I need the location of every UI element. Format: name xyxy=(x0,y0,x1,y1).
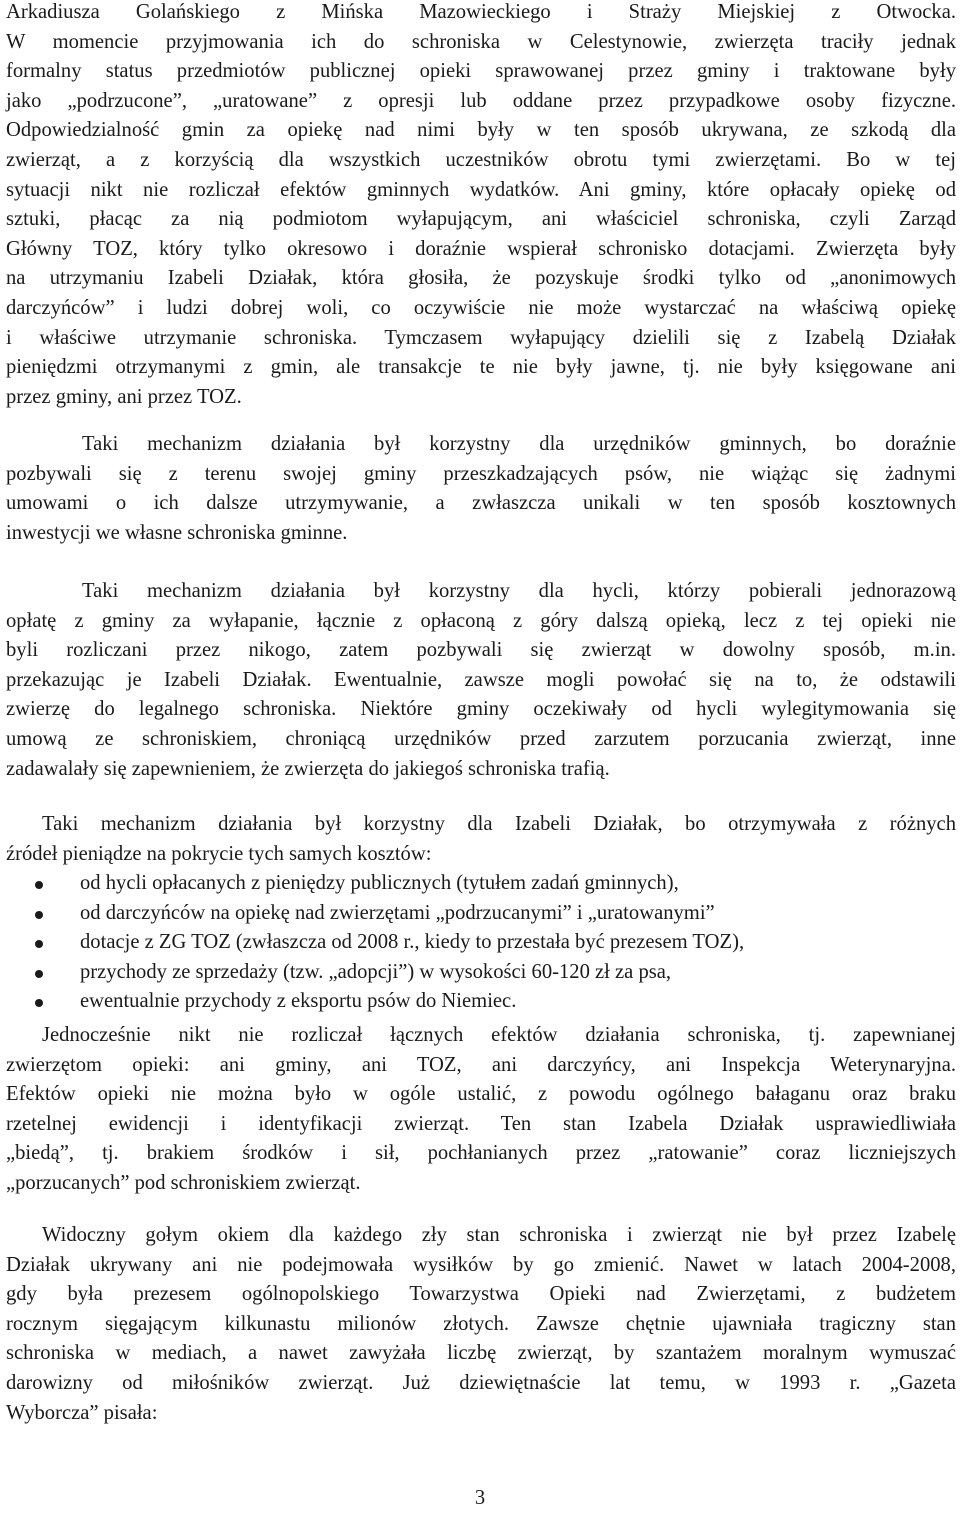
text-line: Działak ukrywany ani nie podejmowała wysiłków by go zmienić. Nawet w latach 2004-2008, xyxy=(6,1253,956,1276)
bullet-icon xyxy=(35,970,43,978)
text-line: „porzucanych” pod schroniskiem zwierząt. xyxy=(6,1171,361,1194)
text-line: przekazując je Izabeli Działak. Ewentualnie, zawsze mogli powołać się na to, że odstawili xyxy=(6,668,956,691)
text-line: Efektów opieki nie można było w ogóle ustalić, z powodu ogólnego bałaganu oraz braku xyxy=(6,1083,956,1106)
bullet-icon xyxy=(35,999,43,1007)
text-line: „biedą”, tj. brakiem środków i sił, pochłanianych przez „ratowanie” coraz liczniejszych xyxy=(6,1142,956,1165)
text-line: umową ze schroniskiem, chroniącą urzędników przed zarzutem porzucania zwierząt, inne xyxy=(6,727,956,750)
text-line: inwestycji we własne schroniska gminne. xyxy=(6,521,348,544)
text-line: na utrzymaniu Izabeli Działak, która głosiła, że pozyskuje środki tylko od „anonimowych xyxy=(6,267,956,290)
paragraph xyxy=(6,1221,956,1428)
bullet-item: dotacje z ZG TOZ (zwłaszcza od 2008 r., kiedy to przestała być prezesem TOZ), xyxy=(6,928,956,958)
text-line: formalny status przedmiotów publicznej opieki sprawowanej przez gminy i traktowane były xyxy=(6,60,956,83)
text-line: pieniędzmi otrzymanymi z gmin, ale transakcje te nie były jawne, tj. nie były księgowane ani xyxy=(6,356,956,379)
page-number: 3 xyxy=(474,1487,486,1509)
text-line: sytuacji nikt nie rozliczał efektów gminnych wydatków. Ani gminy, które opłacały opiekę od xyxy=(6,178,956,201)
text-line: Odpowiedzialność gmin za opiekę nad nimi były w ten sposób ukrywana, ze szkodą dla xyxy=(6,119,956,142)
bullet-item: ewentualnie przychody z eksportu psów do Niemiec. xyxy=(6,987,956,1017)
paragraph xyxy=(6,430,956,548)
text-line: Taki mechanizm działania był korzystny dla urzędników gminnych, bo doraźnie xyxy=(82,433,956,455)
bullet-icon xyxy=(35,911,43,919)
text-line: zwierzę do legalnego schroniska. Niektóre gminy oczekiwały od hycli wylegitymowania się xyxy=(6,698,956,721)
bullet-item: przychody ze sprzedaży (tzw. „adopcji”) w wysokości 60-120 zł za psa, xyxy=(6,958,956,988)
text-line: darczyńców” i ludzi dobrej woli, co oczywiście nie może wystarczać na właściwą opiekę xyxy=(6,296,956,319)
text-line: Arkadiusza Golańskiego z Mińska Mazowieckiego i Straży Miejskiej z Otwocka. xyxy=(6,1,956,23)
bullet-icon xyxy=(35,940,43,948)
bullet-list xyxy=(6,869,956,1017)
bullet-icon xyxy=(35,881,43,889)
text-line: przez gminy, ani przez TOZ. xyxy=(6,385,242,408)
text-line: gdy była prezesem ogólnopolskiego Towarzystwa Opieki nad Zwierzętami, z budżetem xyxy=(6,1283,956,1306)
paragraph xyxy=(6,810,956,869)
text-line: Taki mechanizm działania był korzystny dla hycli, którzy pobierali jednorazową xyxy=(82,580,956,602)
bullet-item: od hycli opłacanych z pieniędzy publicznych (tytułem zadań gminnych), xyxy=(6,869,956,899)
text-line: jako „podrzucone”, „uratowane” z opresji lub oddane przez przypadkowe osoby fizyczne. xyxy=(6,89,956,112)
text-line: W momencie przyjmowania ich do schroniska w Celestynowie, zwierzęta traciły jednak xyxy=(6,30,956,53)
text-line: Widoczny gołym okiem dla każdego zły stan schroniska i zwierząt nie był przez Izabelę xyxy=(42,1224,956,1246)
text-line: zwierzętom opieki: ani gminy, ani TOZ, ani darczyńcy, ani Inspekcja Weterynaryjna. xyxy=(6,1053,956,1076)
text-line: byli rozliczani przez nikogo, zatem pozbywali się zwierząt w dowolny sposób, m.in. xyxy=(6,639,956,662)
text-line: Wyborcza” pisała: xyxy=(6,1401,158,1424)
text-line: źródeł pieniądze na pokrycie tych samych kosztów: xyxy=(6,842,432,865)
text-line: zwierząt, a z korzyścią dla wszystkich uczestników obrotu tymi zwierzętami. Bo w tej xyxy=(6,148,956,171)
text-line: i właściwe utrzymanie schroniska. Tymczasem wyłapujący dzielili się z Izabelą Działak xyxy=(6,326,956,349)
text-line: Główny TOZ, który tylko okresowo i doraźnie wspierał schronisko dotacjami. Zwierzęta były xyxy=(6,237,956,260)
text-line: Taki mechanizm działania był korzystny dla Izabeli Działak, bo otrzymywała z różnych xyxy=(42,813,956,835)
paragraph xyxy=(6,0,956,412)
paragraph xyxy=(6,577,956,784)
bullet-item: od darczyńców na opiekę nad zwierzętami „podrzucanymi” i „uratowanymi” xyxy=(6,899,956,929)
text-line: darowizny od miłośników zwierząt. Już dziewiętnaście lat temu, w 1993 r. „Gazeta xyxy=(6,1371,956,1394)
text-line: zadawalały się zapewnieniem, że zwierzęta do jakiegoś schroniska trafią. xyxy=(6,757,610,780)
text-line: pozbywali się z terenu swojej gminy przeszkadzających psów, nie wiążąc się żadnymi xyxy=(6,462,956,485)
paragraph xyxy=(6,1021,956,1199)
text-line: rzetelnej ewidencji i identyfikacji zwierząt. Ten stan Izabela Działak usprawiedliwiała xyxy=(6,1112,956,1135)
text-line: sztuki, płacąc za nią podmiotom wyłapującym, ani właściciel schroniska, czyli Zarząd xyxy=(6,208,956,231)
text-line: schroniska w mediach, a nawet zawyżała liczbę zwierząt, by szantażem moralnym wymuszać xyxy=(6,1342,956,1365)
text-line: umowami o ich dalsze utrzymywanie, a zwłaszcza unikali w ten sposób kosztownych xyxy=(6,492,956,515)
text-line: opłatę z gminy za wyłapanie, łącznie z opłaconą z góry dalszą opieką, lecz z tej opieki nie xyxy=(6,609,956,632)
text-line: rocznym sięgającym kilkunastu milionów złotych. Zawsze chętnie ujawniała tragiczny stan xyxy=(6,1312,956,1335)
text-line: Jednocześnie nikt nie rozliczał łącznych efektów działania schroniska, tj. zapewnianej xyxy=(42,1024,956,1046)
